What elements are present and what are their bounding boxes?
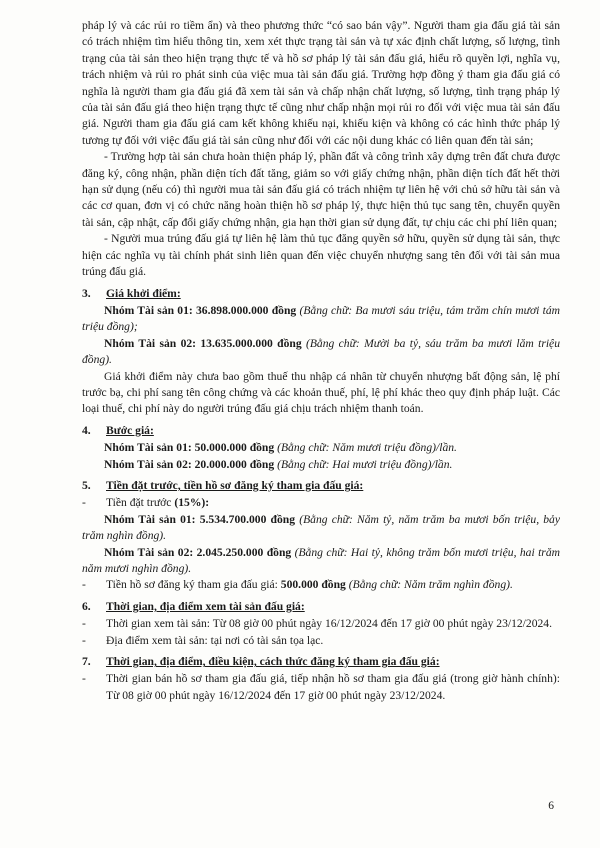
buyer-obligation-paragraph: - Người mua trúng đấu giá tự liên hệ làm thủ tục đăng quyền sở hữu, quyền sử dụng tài sản, thực hiện các nghĩa vụ tài chính phát sinh liên quan đến việc chuyển nhượng sang tên đối với tài sản mua trúng đấu giá. [82,232,560,279]
bid-step-group-2 [82,457,560,473]
section-number: 5. [82,478,91,492]
amount-in-words: (Bằng chữ: Năm tỷ, năm trăm ba mươi bốn triệu, bảy trăm nghìn đồng). [82,512,560,543]
section-number: 7. [82,655,91,669]
group-label: Nhóm Tài sản 01: 50.000.000 đồng [104,441,275,455]
viewing-location-item [82,633,560,649]
deposit-percent: (15%): [174,496,210,510]
dash-marker: - [82,578,86,592]
section-6-heading [82,599,560,615]
section-3-heading [82,286,560,302]
dash-marker: - [82,496,86,510]
section-title: Giá khởi điểm: [106,286,181,300]
registration-fee-item [82,577,560,593]
bid-step-group-1 [82,440,560,456]
dash-marker: - [82,633,86,647]
registration-time-item [82,671,560,704]
section-title: Bước giá: [106,423,154,437]
amount-in-words: (Bằng chữ: Năm mươi triệu đồng)/lần. [277,441,457,455]
group-label: Nhóm Tài sản 01: 36.898.000.000 đồng [104,303,297,317]
amount-in-words: (Bằng chữ: Hai mươi triệu đồng)/lần. [277,457,453,471]
deposit-item [82,495,560,511]
section-5-heading [82,478,560,494]
fee-label: Tiền hồ sơ đăng ký tham gia đấu giá: [106,578,278,592]
viewing-time-item [82,616,560,632]
section-title: Thời gian, địa điểm xem tài sản đấu giá: [106,599,305,613]
group-label: Nhóm Tài sản 02: 20.000.000 đồng [104,457,275,471]
registration-time-text: Thời gian bán hồ sơ tham gia đấu giá, tiếp nhận hồ sơ tham gia đấu giá (trong giờ hành chính): Từ 08 giờ 00 phút ngày 16/12/2024 đến 17 giờ 00 phút ngày 23/12/2024. [106,672,560,702]
section-4-heading [82,423,560,439]
section-title: Tiền đặt trước, tiền hồ sơ đăng ký tham gia đấu giá: [106,478,364,492]
section-number: 6. [82,599,91,613]
amount-in-words: (Bằng chữ: Ba mươi sáu triệu, tám trăm chín mươi tám triệu đồng); [82,303,560,334]
starting-price-group-1 [82,303,560,336]
legal-completion-paragraph: - Trường hợp tài sản chưa hoàn thiện pháp lý, phần đất và công trình xây dựng trên đất chưa được đăng ký, công nhận, phần diện tích đất tăng, giảm so với giấy chứng nhận, phần diện tích đất hết thời hạn sử dụng (nếu có) thì người mua tài sản đấu giá có trách nhiệm tự liên hệ với chủ sở hữu tài sản và các cơ quan, đơn vị có chức năng hoàn thiện hồ sơ pháp lý, thực hiện thủ tục sang tên, chuyển quyền tài sản, cập nhật, cấp đổi giấy chứng nhận, gia hạn thời gian sử dụng đất, tự chịu các chi phí liên quan; [82,150,560,229]
starting-price-group-2 [82,336,560,369]
page-number: 6 [548,799,554,812]
fee-in-words: (Bằng chữ: Năm trăm nghìn đồng). [348,578,513,592]
dash-marker: - [82,672,86,686]
deposit-label: Tiền đặt trước [106,496,172,510]
deposit-group-1 [82,512,560,545]
amount-in-words: (Bằng chữ: Hai tỷ, không trăm bốn mươi triệu, hai trăm năm mươi nghìn đồng). [82,545,560,575]
starting-price-note: Giá khởi điểm này chưa bao gồm thuế thu nhập cá nhân từ chuyển nhượng bất động sản, lệ phí trước bạ, chi phí sang tên công chứng và các khoản thuế, phí, lệ phí khác theo quy định pháp luật. Các loại thuế, chi phí này do người trúng đấu giá chịu trách nhiệm thanh toán. [82,369,560,416]
group-label: Nhóm Tài sản 02: 2.045.250.000 đồng [104,545,292,559]
viewing-location-text: Địa điểm xem tài sản: tại nơi có tài sản tọa lạc. [106,633,324,647]
section-7-heading [82,654,560,670]
intro-paragraph: pháp lý và các rủi ro tiềm ẩn) và theo phương thức “có sao bán vậy”. Người tham gia đấu giá tài sản có trách nhiệm tìm hiểu thông tin, xem xét thực trạng tài sản và tự xác định chất lượng, số lượng, tình trạng của tài sản theo hiện trạng thực tế và hồ sơ pháp lý tài sản đấu giá, hiểu rõ quyền lợi, nghĩa vụ, trách nhiệm và rủi ro phát sinh của việc mua tài sản đấu giá. Trường hợp đồng ý tham gia đấu giá có nghĩa là người tham gia đấu giá đã xem tài sản và chấp nhận chất lượng, số lượng, tình trạng pháp lý của tài sản đấu giá theo hiện trạng thực tế cũng như chấp nhận mọi rủi ro đối với việc mua tài sản đấu giá. Người tham gia đấu giá cam kết không khiếu nại, khiếu kiện và không có các hình thức pháp lý tương tự đối với việc đấu giá tài sản cũng như đối với các nội dung khác có liên quan đến tài sản; [82,19,560,147]
group-label: Nhóm Tài sản 01: 5.534.700.000 đồng [104,512,296,526]
deposit-group-2 [82,545,560,578]
amount-in-words: (Bằng chữ: Mười ba tỷ, sáu trăm ba mươi lăm triệu đồng). [82,336,560,367]
viewing-time-text: Thời gian xem tài sản: Từ 08 giờ 00 phút ngày 16/12/2024 đến 17 giờ 00 phút ngày 23/12/2024. [106,617,552,631]
section-title: Thời gian, địa điểm, điều kiện, cách thức đăng ký tham gia đấu giá: [106,655,440,669]
section-number: 3. [82,286,91,300]
dash-marker: - [82,617,86,631]
section-number: 4. [82,423,91,437]
fee-amount: 500.000 đồng [280,578,346,592]
group-label: Nhóm Tài sản 02: 13.635.000.000 đồng [104,336,302,350]
